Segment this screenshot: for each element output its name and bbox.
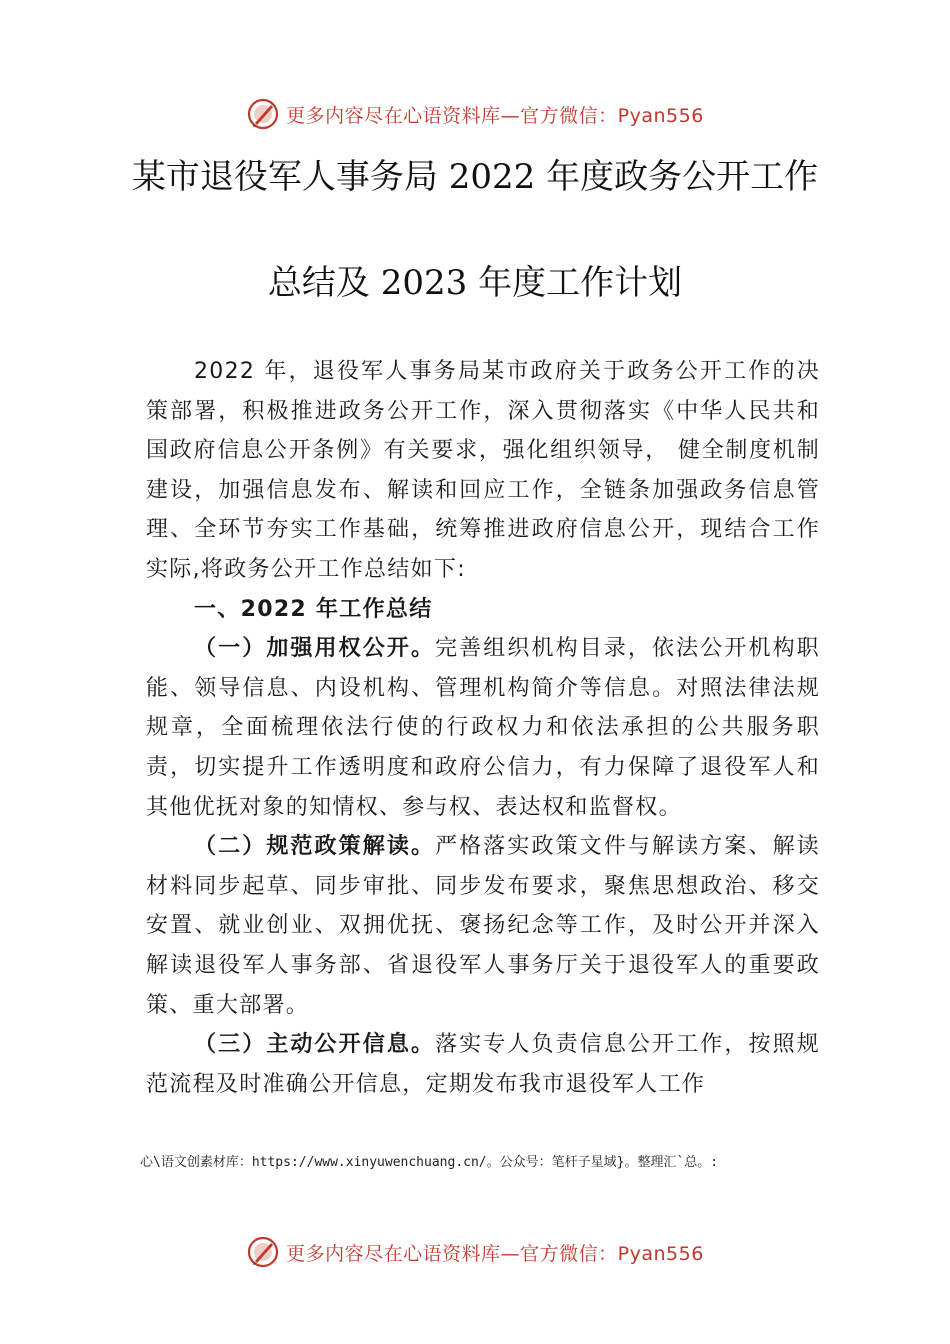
item-lead: （三）主动公开信息。	[194, 1032, 436, 1058]
pen-seal-icon	[246, 97, 280, 131]
document-title-line1: 某市退役军人事务局 2022 年度政务公开工作	[131, 157, 819, 197]
item-text: 严格落实政策文件与解读方案、解读材料同步起草、同步审批、同步发布要求，聚焦思想政治、移交安置、就业创业、双拥优抚、褒扬纪念等工作，及时公开并深入解读退役军人事务部、省退役军人事务厅关于退役军人的重要政策、重大部署。	[146, 834, 820, 1018]
paragraph-item-1	[146, 629, 820, 827]
banner-text: 更多内容尽在心语资料库—官方微信：Pyan556	[286, 104, 704, 127]
paragraph-item-3	[146, 1025, 820, 1104]
intro-paragraph: 2022 年，退役军人事务局某市政府关于政务公开工作的决策部署，积极推进政务公开工作，深入贯彻落实《中华人民共和国政府信息公开条例》有关要求，强化组织领导， 健全制度机制建设，加强信息发布、解读和回应工作，全链条加强政务信息管理、全环节夯实工作基础，统筹推进政府信息公开，现结合工作实际,将政务公开工作总结如下:	[146, 359, 820, 582]
header-banner	[0, 94, 950, 134]
pen-seal-icon	[246, 1235, 280, 1269]
source-footnote: 心\语文创素材库：https://www.xinyuwenchuang.cn/。公众号：笔杆子星域}。整理汇`总。:	[140, 1155, 719, 1170]
footer-banner	[0, 1232, 950, 1272]
item-text: 完善组织机构目录，依法公开机构职能、领导信息、内设机构、管理机构简介等信息。对照法律法规规章，全面梳理依法行使的行政权力和依法承担的公共服务职责，切实提升工作透明度和政府公信力，有力保障了退役军人和其他优抚对象的知情权、参与权、表达权和监督权。	[146, 636, 820, 820]
item-text: 落实专人负责信息公开工作，按照规范流程及时准确公开信息，定期发布我市退役军人工作	[146, 1032, 820, 1097]
paragraph-item-2	[146, 827, 820, 1025]
item-lead: （一）加强用权公开。	[194, 636, 436, 662]
item-lead: （二）规范政策解读。	[194, 834, 436, 860]
section-heading: 一、2022 年工作总结	[194, 596, 433, 622]
document-body	[146, 352, 820, 1104]
document-title-line2: 总结及 2023 年度工作计划	[267, 263, 683, 303]
banner-text: 更多内容尽在心语资料库—官方微信：Pyan556	[286, 1242, 704, 1265]
